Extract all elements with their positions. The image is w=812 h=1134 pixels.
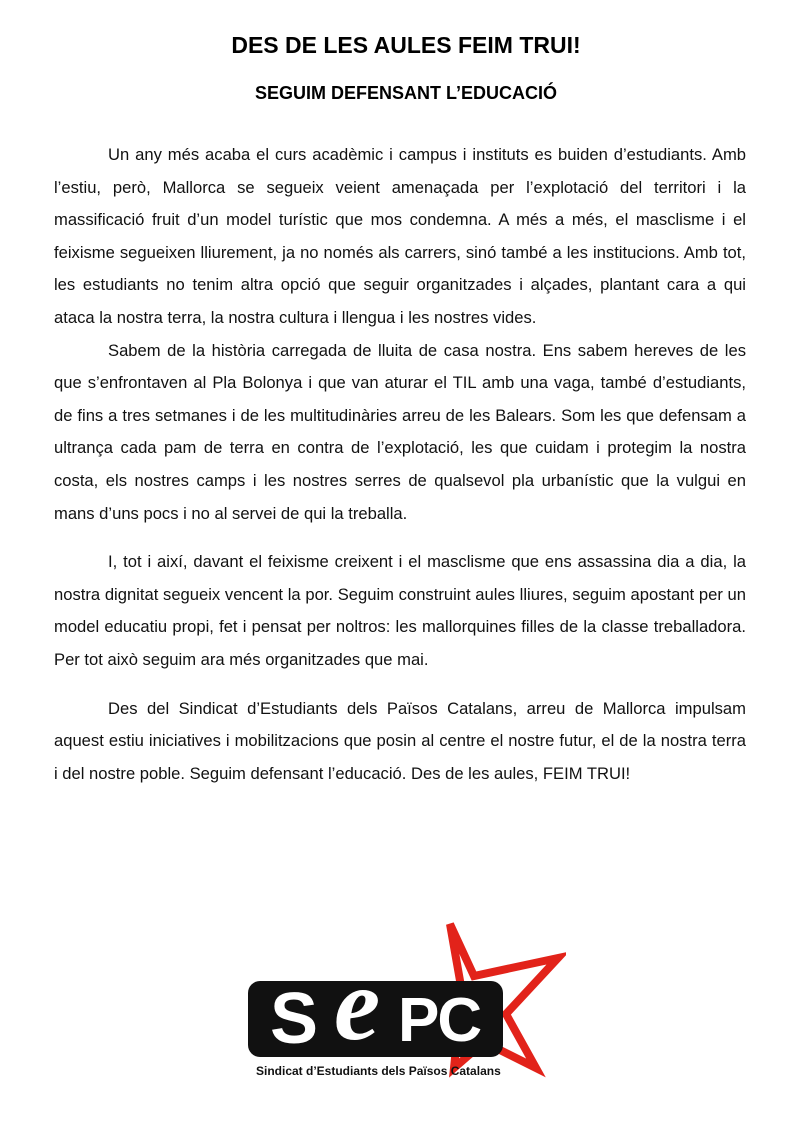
paragraph-2: Sabem de la història carregada de lluita de casa nostra. Ens sabem hereves de les que s’enfrontaven al Pla Bolonya i que van aturar el TIL amb una vaga, també d’estudiants, de fins a tres setmanes i de les multitudinàries arreu de les Balears. Som les que defensam a ultrança cada pam de terra en contra de l’explotació, les que cuidam i protegim la nostra costa, els nostres camps i les nostres serres de qualsevol pla urbanístic que la vulgui en mans d’uns pocs i no al servei de qui la treballa. (54, 340, 746, 523)
document-body (54, 139, 746, 790)
paragraph-3: I, tot i així, davant el feixisme creixent i el masclisme que ens assassina dia a dia, la nostra dignitat segueix vencent la por. Seguim construint aules lliures, seguim apostant per un model educatiu propi, fet i pensat per noltros: les mallorquines filles de la classe treballadora. Per tot això seguim ara més organitzades que mai. (54, 552, 746, 669)
document-subtitle: SEGUIM DEFENSANT L’EDUCACIÓ (254, 83, 558, 103)
sepc-logo (236, 918, 566, 1088)
document-title: DES DE LES AULES FEIM TRUI! (231, 32, 581, 58)
logo-caption: Sindicat d’Estudiants dels Països Catalans (256, 1064, 501, 1078)
logo-letter-e: e (334, 947, 379, 1062)
logo-letter-s: S (270, 979, 317, 1059)
logo-wordmark (248, 947, 503, 1062)
paragraph-4: Des del Sindicat d’Estudiants dels Països Catalans, arreu de Mallorca impulsam aquest estiu iniciatives i mobilitzacions que posin al centre el nostre futur, el de la nostra terra i del nostre poble. Seguim defensant l’educació. Des de les aules, FEIM TRUI! (54, 698, 746, 783)
logo-letters-pc: PC (398, 986, 481, 1055)
paragraph-1: Un any més acaba el curs acadèmic i campus i instituts es buiden d’estudiants. Amb l’estiu, però, Mallorca se segueix veient amenaçada per l’explotació del territori i la massificació fruit d’un model turístic que mos condemna. A més a més, el masclisme i el feixisme segueixen lliurement, ja no només als carrers, sinó també a les institucions. Amb tot, les estudiants no tenim altra opció que seguir organitzades i alçades, plantant cara a qui ataca la nostra terra, la nostra cultura i llengua i les nostres vides. (54, 145, 746, 327)
